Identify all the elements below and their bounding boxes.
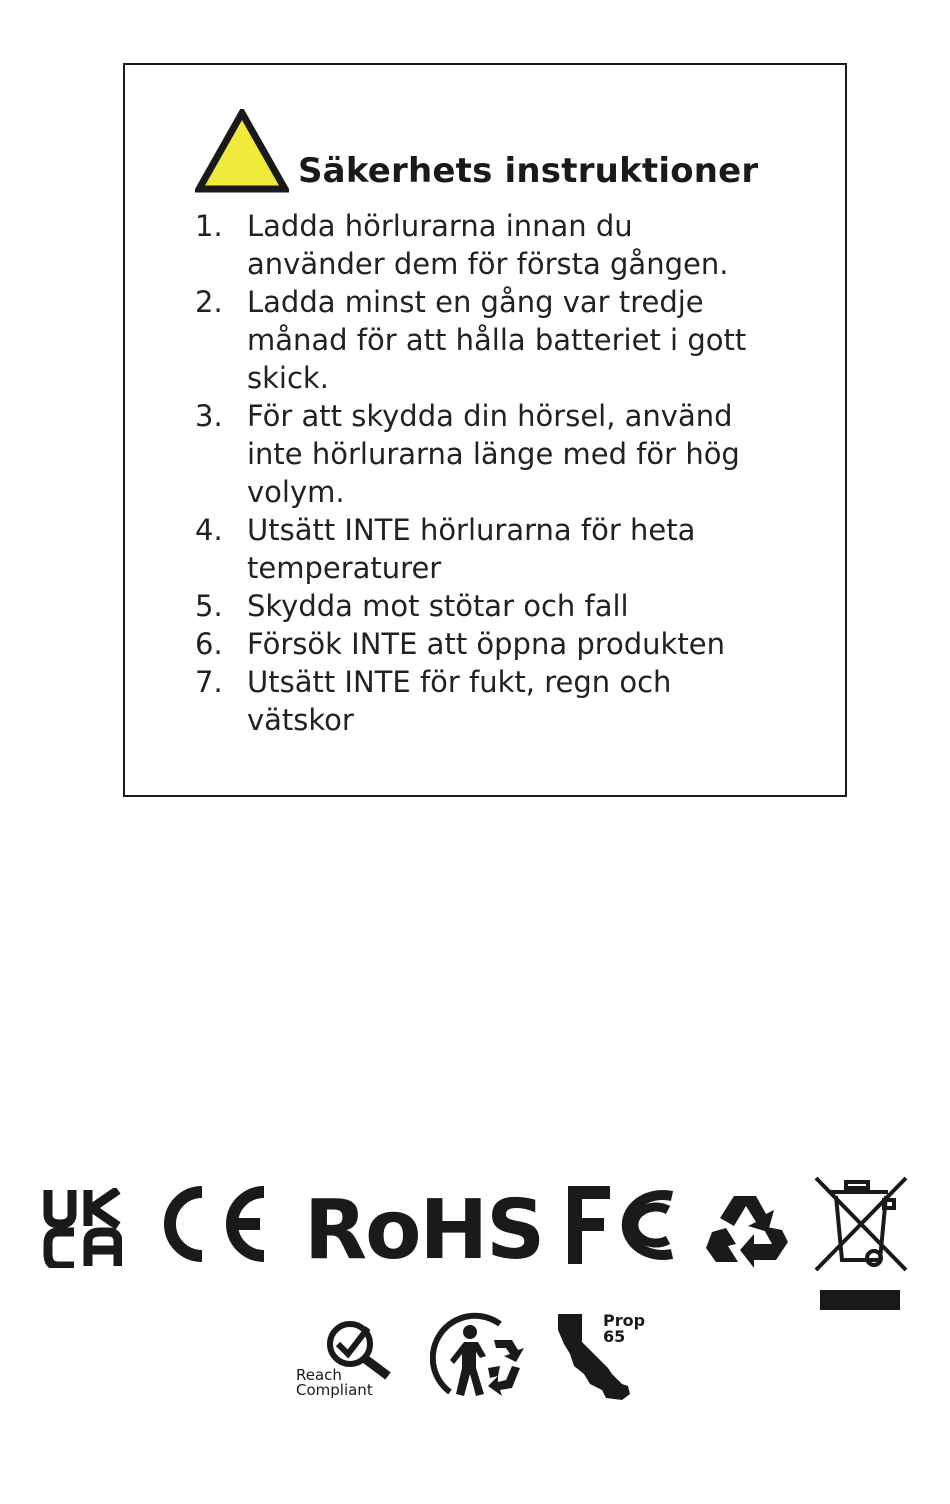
safety-item-number: 6. [195,627,223,661]
safety-item-line: skick. [247,361,329,395]
safety-list [195,207,835,739]
safety-item-line: För att skydda din hörsel, använd [247,399,733,433]
safety-item [195,625,835,663]
safety-item-line: inte hörlurarna länge med för hög [247,437,740,471]
safety-item [195,207,835,283]
safety-item-line: temperaturer [247,551,442,585]
safety-item-line: Utsätt INTE hörlurarna för heta [247,513,696,547]
fcc-mark-icon [568,1186,680,1264]
tidyman-recycle-icon [430,1310,524,1404]
prop65-mark [556,1310,646,1402]
safety-item-text [247,397,835,511]
safety-item-number: 2. [195,285,223,319]
rohs-mark: RoHS [304,1183,544,1278]
reach-compliant-mark [296,1318,396,1402]
safety-item-number: 3. [195,399,223,433]
safety-item [195,397,835,511]
warning-triangle-icon [195,109,289,193]
safety-item-line: Försök INTE att öppna produkten [247,627,725,661]
safety-item-text [247,663,835,739]
safety-item-line: Ladda minst en gång var tredje [247,285,704,319]
safety-item [195,283,835,397]
weee-crossed-bin-icon [812,1174,910,1312]
safety-item-text [247,283,835,397]
recycle-icon [704,1192,788,1270]
safety-item [195,587,835,625]
safety-item-line: Utsätt INTE för fukt, regn och [247,665,672,699]
safety-item-number: 7. [195,665,223,699]
reach-label-line1: Reach [296,1366,342,1384]
safety-item-number: 5. [195,589,223,623]
safety-item-line: Skydda mot stötar och fall [247,589,629,623]
ukca-mark-icon [42,1188,122,1268]
safety-item [195,511,835,587]
safety-item-number: 4. [195,513,223,547]
ce-mark-icon [156,1186,270,1262]
safety-item-line: Ladda hörlurarna innan du [247,209,633,243]
safety-item [195,663,835,739]
safety-item-line: månad för att hålla batteriet i gott [247,323,747,357]
prop-label-line2: 65 [603,1327,626,1346]
safety-item-text [247,511,835,587]
safety-item-text [247,625,835,663]
safety-item-line: volym. [247,475,345,509]
safety-item-text [247,207,835,283]
prop-label-line1: Prop [603,1311,646,1330]
safety-item-line: använder dem för första gången. [247,247,729,281]
safety-instructions-box [123,63,847,797]
safety-item-text [247,587,835,625]
safety-item-number: 1. [195,209,223,243]
reach-label-line2: Compliant [296,1381,373,1399]
safety-item-line: vätskor [247,703,354,737]
safety-title: Säkerhets instruktioner [298,151,759,191]
